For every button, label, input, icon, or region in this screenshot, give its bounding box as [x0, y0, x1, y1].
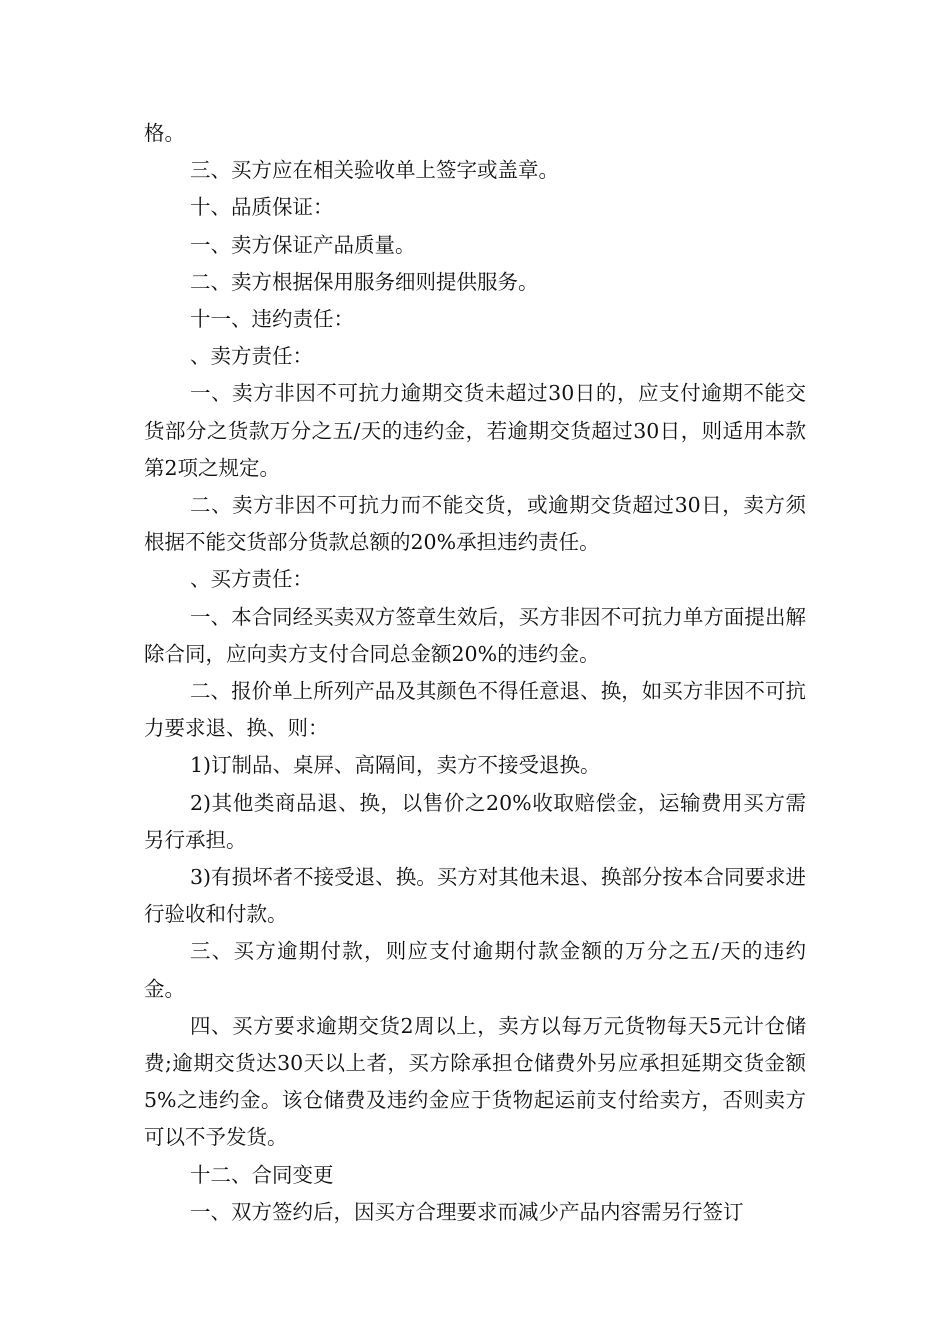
- paragraph-no-returns: 二、报价单上所列产品及其颜色不得任意退、换，如买方非因不可抗力要求退、换、则：: [144, 679, 806, 741]
- list-item-custom-products: 1)订制品、桌屏、高隔间，卖方不接受退换。: [190, 753, 601, 778]
- list-item-damaged-products: 3)有损坏者不接受退、换。买方对其他未退、换部分按本合同要求进行验收和付款。: [144, 865, 806, 927]
- paragraph-seller-late-delivery: 一、卖方非因不可抗力逾期交货未超过30日的，应支付逾期不能交货部分之货款万分之五/天的违约金，若逾期交货超过30日，则适用本款第2项之规定。: [144, 381, 806, 480]
- paragraph-buyer-signature: 三、买方应在相关验收单上签字或盖章。: [190, 158, 559, 183]
- paragraph-contract-change: 一、双方签约后，因买方合理要求而减少产品内容需另行签订: [190, 1199, 744, 1224]
- section-heading-quality: 十、品质保证：: [190, 195, 334, 220]
- paragraph-storage-fees: 四、买方要求逾期交货2周以上，卖方以每万元货物每天5元计仓储费;逾期交货达30天以上者，买方除承担仓储费外另应承担延期交货金额5%之违约金。该仓储费及违约金应于货物起运前支付给卖方，否则卖方可以不予发货。: [144, 1013, 806, 1150]
- paragraph-buyer-termination: 一、本合同经买卖双方签章生效后，买方非因不可抗力单方面提出解除合同，应向卖方支付合同总金额20%的违约金。: [144, 604, 806, 666]
- paragraph-warranty-service: 二、卖方根据保用服务细则提供服务。: [190, 269, 539, 294]
- section-heading-breach: 十一、违约责任：: [190, 307, 354, 332]
- paragraph-seller-non-delivery: 二、卖方非因不可抗力而不能交货，或逾期交货超过30日，卖方须根据不能交货部分货款总额的20%承担违约责任。: [144, 493, 806, 555]
- list-item-other-products: 2)其他类商品退、换，以售价之20%收取赔偿金，运输费用买方需另行承担。: [144, 790, 806, 852]
- paragraph-continuation: 格。: [144, 121, 185, 145]
- subheading-seller-liability: 、卖方责任：: [190, 344, 313, 369]
- subheading-buyer-liability: 、买方责任：: [190, 567, 313, 592]
- paragraph-buyer-late-payment: 三、买方逾期付款，则应支付逾期付款金额的万分之五/天的违约金。: [144, 939, 806, 1001]
- paragraph-quality-guarantee: 一、卖方保证产品质量。: [190, 232, 416, 257]
- document-page: [144, 115, 806, 1231]
- section-heading-contract-change: 十二、合同变更: [190, 1162, 334, 1187]
